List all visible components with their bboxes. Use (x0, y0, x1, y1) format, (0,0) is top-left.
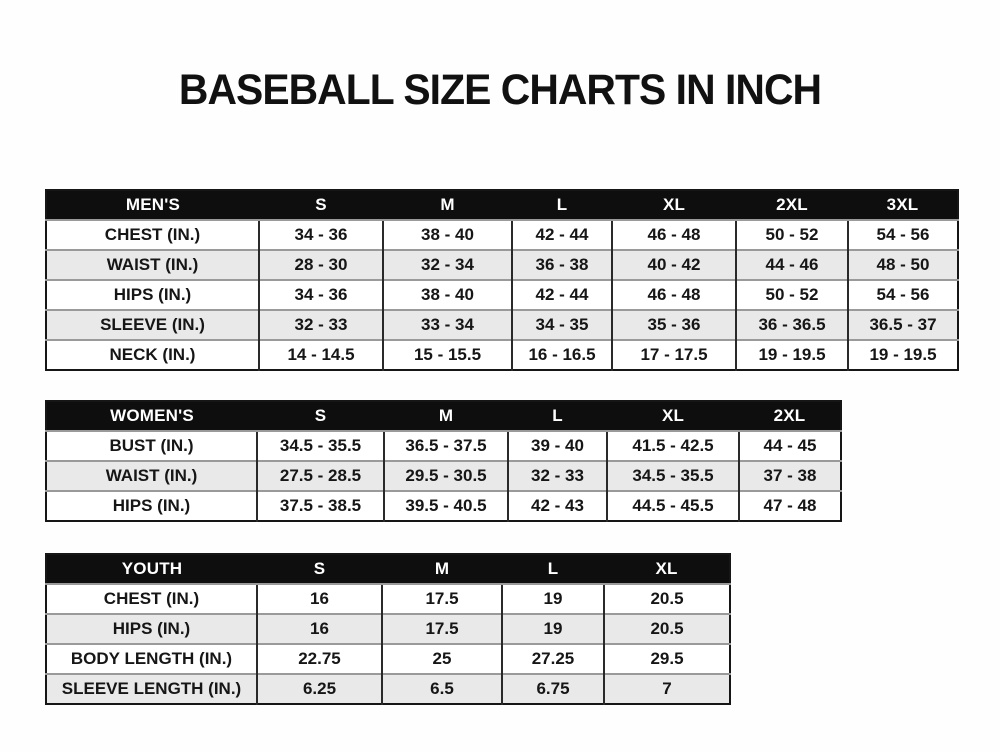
size-value-cell: 42 - 44 (512, 220, 612, 250)
size-column-header: L (512, 190, 612, 220)
size-value-cell: 15 - 15.5 (383, 340, 512, 370)
header-row (46, 554, 730, 584)
row-label: HIPS (IN.) (46, 491, 257, 521)
table-row (46, 461, 841, 491)
size-value-cell: 6.25 (257, 674, 382, 704)
size-value-cell: 50 - 52 (736, 220, 848, 250)
size-value-cell: 36.5 - 37 (848, 310, 958, 340)
row-label: NECK (IN.) (46, 340, 259, 370)
size-column-header: S (257, 401, 384, 431)
size-value-cell: 36 - 36.5 (736, 310, 848, 340)
size-value-cell: 54 - 56 (848, 280, 958, 310)
size-value-cell: 29.5 (604, 644, 730, 674)
table-group-header: YOUTH (46, 554, 257, 584)
size-value-cell: 17.5 (382, 614, 502, 644)
size-value-cell: 17.5 (382, 584, 502, 614)
table-row (46, 340, 958, 370)
table-group-header: WOMEN'S (46, 401, 257, 431)
size-value-cell: 40 - 42 (612, 250, 736, 280)
size-value-cell: 19 - 19.5 (848, 340, 958, 370)
size-value-cell: 33 - 34 (383, 310, 512, 340)
size-value-cell: 42 - 44 (512, 280, 612, 310)
womens-size-table (45, 400, 842, 522)
size-value-cell: 44 - 46 (736, 250, 848, 280)
size-value-cell: 6.5 (382, 674, 502, 704)
size-column-header: L (502, 554, 604, 584)
youth-size-table (45, 553, 731, 705)
row-label: SLEEVE LENGTH (IN.) (46, 674, 257, 704)
row-label: CHEST (IN.) (46, 584, 257, 614)
table-group-header: MEN'S (46, 190, 259, 220)
size-value-cell: 16 (257, 584, 382, 614)
header-row (46, 401, 841, 431)
size-column-header: M (384, 401, 508, 431)
row-label: BODY LENGTH (IN.) (46, 644, 257, 674)
table-row (46, 584, 730, 614)
size-value-cell: 39 - 40 (508, 431, 607, 461)
size-value-cell: 29.5 - 30.5 (384, 461, 508, 491)
size-value-cell: 54 - 56 (848, 220, 958, 250)
size-value-cell: 27.5 - 28.5 (257, 461, 384, 491)
table-row (46, 280, 958, 310)
size-column-header: S (257, 554, 382, 584)
size-value-cell: 32 - 34 (383, 250, 512, 280)
row-label: CHEST (IN.) (46, 220, 259, 250)
row-label: WAIST (IN.) (46, 250, 259, 280)
size-value-cell: 19 - 19.5 (736, 340, 848, 370)
size-column-header: 2XL (739, 401, 841, 431)
size-value-cell: 20.5 (604, 584, 730, 614)
size-value-cell: 34 - 36 (259, 220, 383, 250)
size-value-cell: 36.5 - 37.5 (384, 431, 508, 461)
table-row (46, 614, 730, 644)
size-value-cell: 41.5 - 42.5 (607, 431, 739, 461)
size-value-cell: 25 (382, 644, 502, 674)
mens-size-table (45, 189, 959, 371)
size-value-cell: 36 - 38 (512, 250, 612, 280)
size-value-cell: 47 - 48 (739, 491, 841, 521)
size-table (45, 189, 959, 371)
size-value-cell: 6.75 (502, 674, 604, 704)
size-value-cell: 16 (257, 614, 382, 644)
size-column-header: S (259, 190, 383, 220)
size-column-header: M (383, 190, 512, 220)
size-column-header: XL (607, 401, 739, 431)
size-column-header: XL (612, 190, 736, 220)
row-label: HIPS (IN.) (46, 614, 257, 644)
size-column-header: XL (604, 554, 730, 584)
header-row (46, 190, 958, 220)
size-column-header: 2XL (736, 190, 848, 220)
size-value-cell: 19 (502, 614, 604, 644)
size-value-cell: 37.5 - 38.5 (257, 491, 384, 521)
size-value-cell: 14 - 14.5 (259, 340, 383, 370)
size-column-header: 3XL (848, 190, 958, 220)
size-table (45, 400, 842, 522)
table-row (46, 644, 730, 674)
size-value-cell: 48 - 50 (848, 250, 958, 280)
size-value-cell: 34 - 36 (259, 280, 383, 310)
table-row (46, 250, 958, 280)
size-value-cell: 37 - 38 (739, 461, 841, 491)
size-value-cell: 39.5 - 40.5 (384, 491, 508, 521)
size-value-cell: 34.5 - 35.5 (257, 431, 384, 461)
page-title: BASEBALL SIZE CHARTS IN INCH (178, 66, 822, 114)
size-value-cell: 42 - 43 (508, 491, 607, 521)
size-value-cell: 38 - 40 (383, 220, 512, 250)
size-value-cell: 34 - 35 (512, 310, 612, 340)
row-label: BUST (IN.) (46, 431, 257, 461)
size-value-cell: 46 - 48 (612, 220, 736, 250)
size-value-cell: 16 - 16.5 (512, 340, 612, 370)
size-value-cell: 17 - 17.5 (612, 340, 736, 370)
size-value-cell: 44 - 45 (739, 431, 841, 461)
size-value-cell: 20.5 (604, 614, 730, 644)
size-table (45, 553, 731, 705)
table-row (46, 220, 958, 250)
table-row (46, 431, 841, 461)
size-value-cell: 46 - 48 (612, 280, 736, 310)
size-value-cell: 34.5 - 35.5 (607, 461, 739, 491)
size-column-header: M (382, 554, 502, 584)
size-value-cell: 7 (604, 674, 730, 704)
size-value-cell: 35 - 36 (612, 310, 736, 340)
size-value-cell: 50 - 52 (736, 280, 848, 310)
row-label: WAIST (IN.) (46, 461, 257, 491)
size-value-cell: 32 - 33 (508, 461, 607, 491)
table-row (46, 310, 958, 340)
table-row (46, 674, 730, 704)
size-value-cell: 19 (502, 584, 604, 614)
size-value-cell: 22.75 (257, 644, 382, 674)
size-value-cell: 38 - 40 (383, 280, 512, 310)
row-label: SLEEVE (IN.) (46, 310, 259, 340)
size-column-header: L (508, 401, 607, 431)
size-value-cell: 44.5 - 45.5 (607, 491, 739, 521)
table-row (46, 491, 841, 521)
row-label: HIPS (IN.) (46, 280, 259, 310)
size-value-cell: 27.25 (502, 644, 604, 674)
size-value-cell: 32 - 33 (259, 310, 383, 340)
size-value-cell: 28 - 30 (259, 250, 383, 280)
